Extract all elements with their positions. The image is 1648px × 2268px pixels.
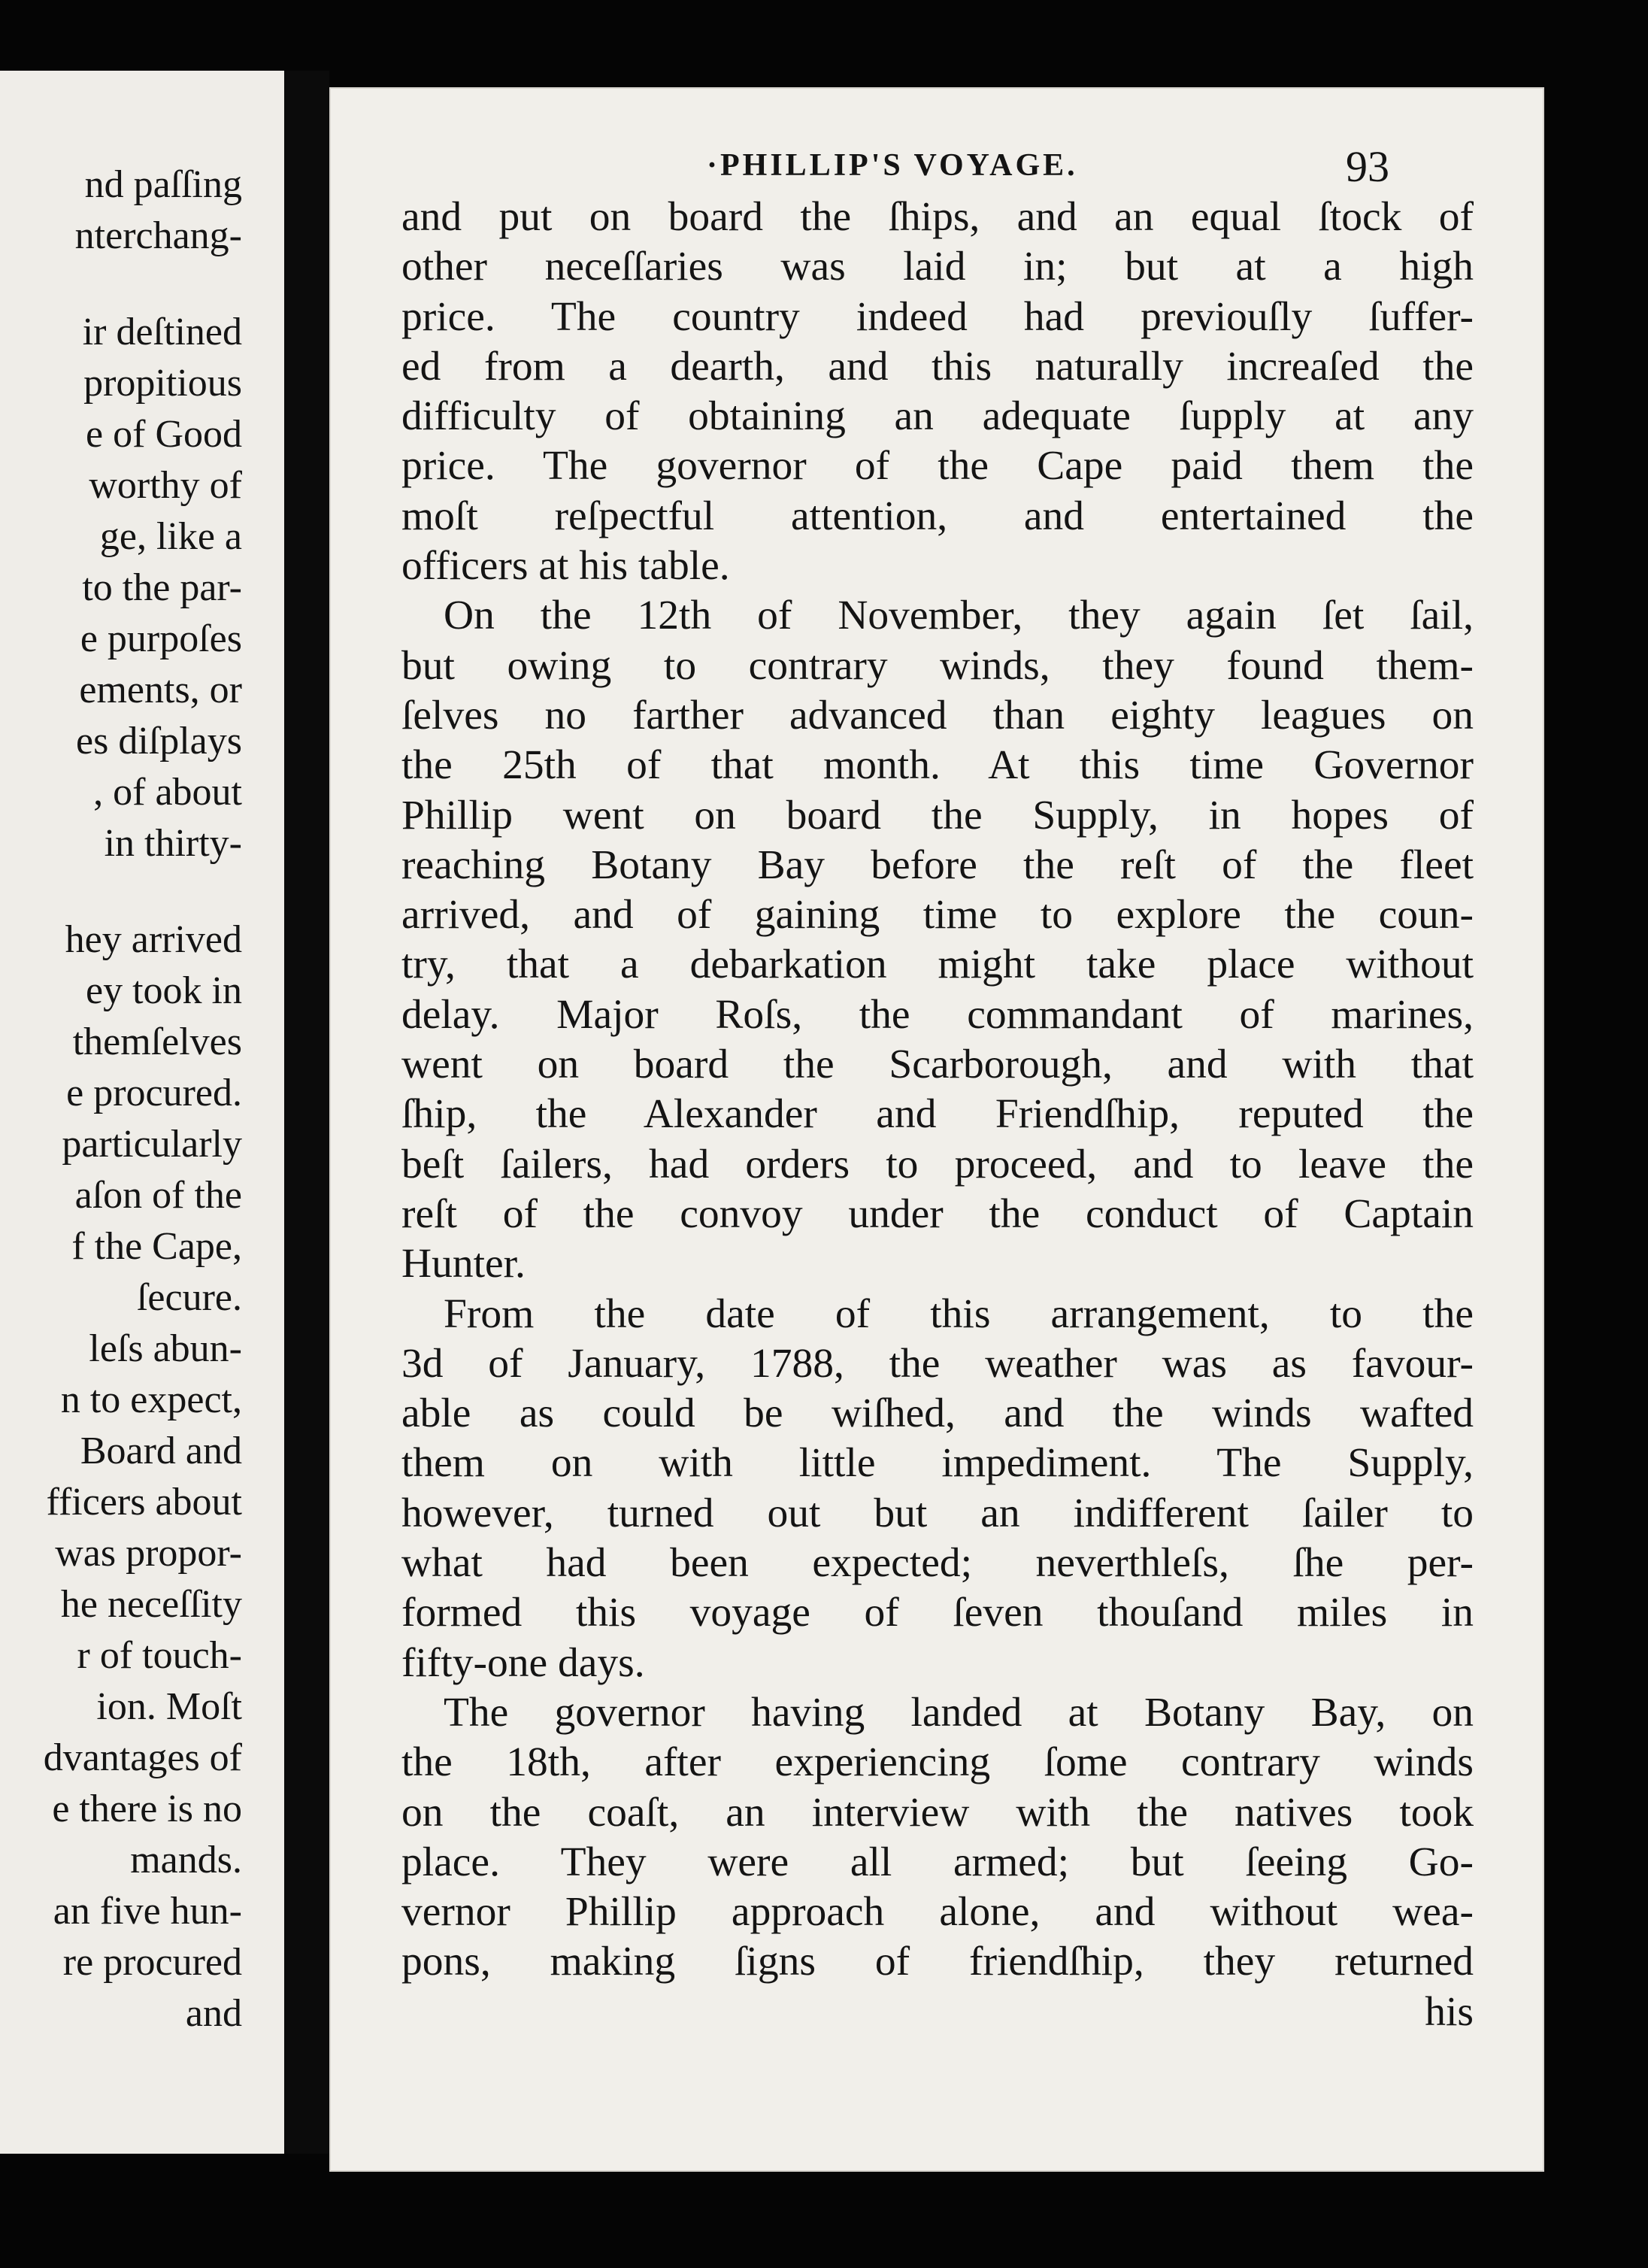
book-gutter (284, 71, 329, 2154)
text-line: ſelves no farther advanced than eighty leagues on (401, 692, 1474, 738)
left-page-line: dvantages of (43, 1736, 242, 1779)
text-line: them on with little impediment. The Supply, (401, 1440, 1474, 1487)
left-page-line: nterchang- (74, 214, 242, 257)
book-page (329, 87, 1544, 2172)
text-line: price. The country indeed had previouſly ſuffer- (401, 293, 1474, 340)
text-line: what had been expected; neverthleſs, ſhe per- (401, 1540, 1474, 1587)
text-line: beſt ſailers, had orders to proceed, and to leave the (401, 1141, 1474, 1187)
text-line: the 18th, after experiencing ſome contrary winds (401, 1739, 1474, 1786)
left-page-line: nd paſſing (84, 163, 242, 206)
running-head: ·PHILLIP'S VOYAGE. (707, 148, 1078, 183)
left-page-line: e there is no (52, 1787, 242, 1830)
text-line: and put on board the ſhips, and an equal ſtock of (401, 194, 1474, 240)
text-line: arrived, and of gaining time to explore the coun- (401, 892, 1474, 938)
left-page-line: an five hun- (53, 1890, 242, 1933)
text-line: went on board the Scarborough, and with that (401, 1042, 1474, 1088)
text-line: pons, making ſigns of friendſhip, they returned (401, 1939, 1474, 1985)
text-line: other neceſſaries was laid in; but at a high (401, 244, 1474, 290)
left-page-line: aſon of the (74, 1174, 242, 1217)
left-page-line: n to expect, (60, 1378, 242, 1421)
left-page-line: worthy of (89, 464, 242, 507)
text-line: reaching Botany Bay before the reſt of the fleet (401, 841, 1474, 888)
left-page-line: fficers about (46, 1481, 242, 1524)
left-page-line: es diſplays (76, 720, 242, 763)
text-line: price. The governor of the Cape paid them the (401, 443, 1474, 490)
text-line: on the coaſt, an interview with the natives took (401, 1789, 1474, 1836)
text-line: place. They were all armed; but ſeeing Go- (401, 1839, 1474, 1885)
text-line: reſt of the convoy under the conduct of Captain (401, 1190, 1474, 1237)
text-line: his (1425, 1988, 1474, 2035)
left-page-line: themſelves (72, 1020, 242, 1063)
text-line: however, turned out but an indifferent ſailer to (401, 1490, 1474, 1536)
left-page-line: e purpoſes (80, 617, 242, 660)
left-page-line: Board and (80, 1430, 242, 1472)
text-line: On the 12th of November, they again ſet ſail, (444, 593, 1474, 639)
text-line: moſt reſpectful attention, and entertained the (401, 493, 1474, 539)
text-line: The governor having landed at Botany Bay, on (444, 1689, 1474, 1736)
text-line: officers at his table. (401, 543, 730, 590)
text-line: vernor Phillip approach alone, and without wea- (401, 1889, 1474, 1936)
left-page-line: mands. (130, 1839, 242, 1881)
left-page-line: re procured (62, 1941, 242, 1984)
text-line: 3d of January, 1788, the weather was as favour- (401, 1340, 1474, 1387)
left-page-line: , of about (93, 771, 242, 814)
left-page-line: he neceſſity (60, 1583, 242, 1626)
text-line: formed this voyage of ſeven thouſand miles in (401, 1590, 1474, 1636)
text-line: fifty-one days. (401, 1639, 645, 1686)
text-line: but owing to contrary winds, they found them- (401, 642, 1474, 689)
left-page-line: f the Cape, (71, 1225, 242, 1268)
left-page-line: r of touch- (77, 1634, 242, 1677)
left-page-line: ion. Moſt (96, 1685, 242, 1728)
text-line: try, that a debarkation might take place without (401, 941, 1474, 988)
text-line: difficulty of obtaining an adequate ſupply at any (401, 393, 1474, 440)
left-page-line: ſecure. (136, 1276, 242, 1319)
left-page-line: hey arrived (65, 918, 242, 961)
left-page-line: propitious (83, 362, 242, 405)
text-line: delay. Major Roſs, the commandant of marines, (401, 991, 1474, 1038)
text-line: ſhip, the Alexander and Friendſhip, reputed the (401, 1091, 1474, 1138)
text-line: From the date of this arrangement, to the (444, 1290, 1474, 1337)
text-line: ed from a dearth, and this naturally increaſed the (401, 343, 1474, 390)
text-line: Phillip went on board the Supply, in hopes of (401, 792, 1474, 838)
left-page-line: ir deſtined (82, 311, 242, 353)
left-page-line: in thirty- (104, 822, 242, 865)
text-line: able as could be wiſhed, and the winds wafted (401, 1390, 1474, 1437)
left-page-line: and (185, 1992, 242, 2035)
left-page-line: ey took in (86, 969, 242, 1012)
left-page-line: particularly (62, 1123, 242, 1166)
facing-page-left (0, 71, 284, 2154)
body-text (401, 193, 1474, 2037)
left-page-line: leſs abun- (89, 1327, 242, 1370)
left-page-line: ge, like a (99, 515, 242, 558)
text-line: Hunter. (401, 1241, 526, 1287)
left-page-line: e of Good (86, 413, 242, 456)
left-page-line: to the par- (82, 566, 242, 609)
text-line: the 25th of that month. At this time Governor (401, 742, 1474, 789)
page-number: 93 (1346, 142, 1389, 191)
left-page-line: e procured. (66, 1072, 242, 1114)
left-page-line: was propor- (55, 1532, 242, 1575)
left-page-line: ements, or (79, 669, 242, 711)
